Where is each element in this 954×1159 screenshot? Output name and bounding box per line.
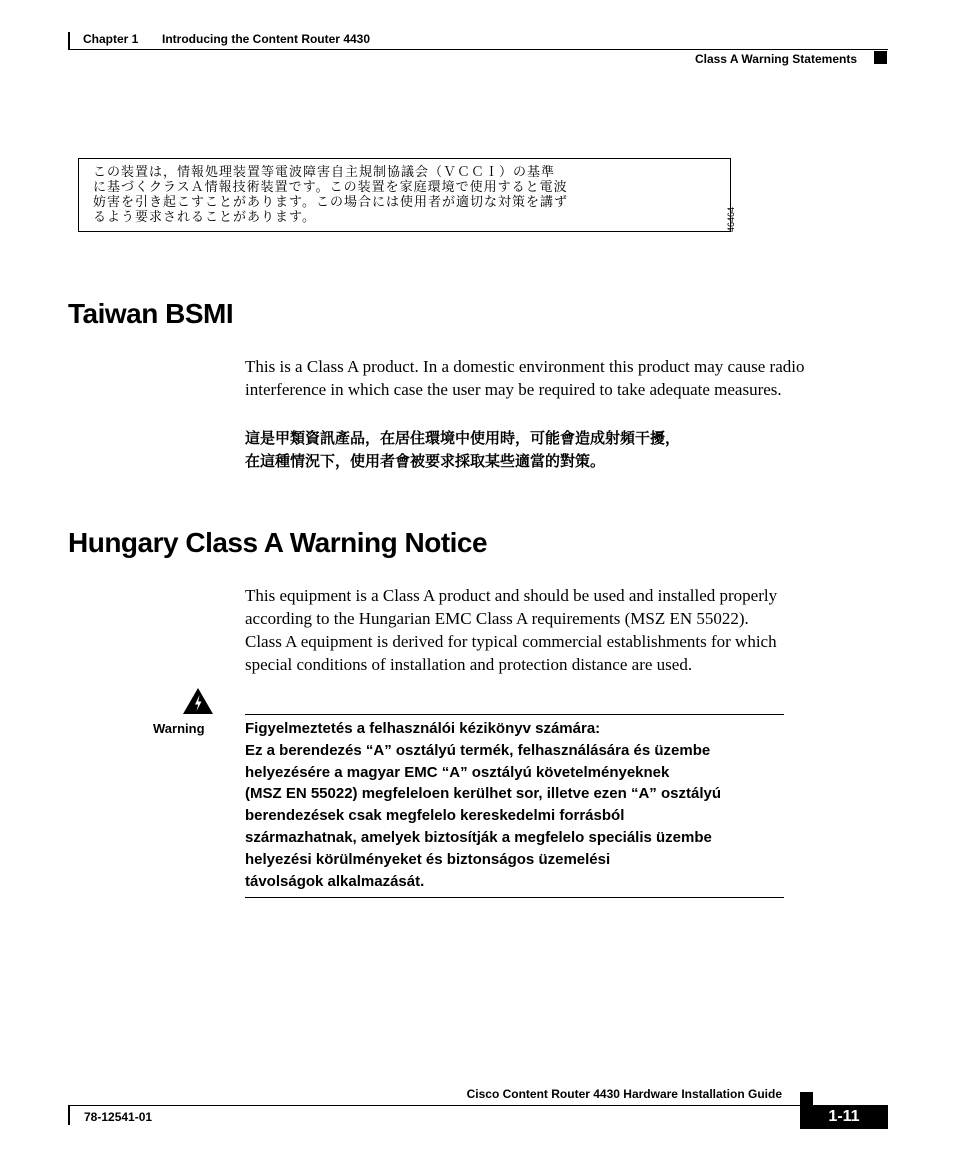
- header-marker: [874, 51, 887, 64]
- text-line: 這是甲類資訊產品，在居住環境中使用時，可能會造成射頻干擾，: [245, 429, 681, 447]
- header-chapter-title: Introducing the Content Router 4430: [162, 32, 371, 46]
- section-title-taiwan: Taiwan BSMI: [68, 298, 234, 329]
- section-title-hungary: Hungary Class A Warning Notice: [68, 527, 488, 558]
- text-line: helyezési körülményeket és biztonságos üzemelési: [245, 850, 611, 868]
- text-line: helyezésére a magyar EMC “A” osztályú követelményeknek: [245, 763, 670, 781]
- warning-text: [245, 718, 785, 892]
- taiwan-paragraph: [245, 355, 895, 401]
- header-section: Class A Warning Statements: [694, 52, 857, 66]
- warning-bottom-rule: [245, 897, 784, 898]
- text-line: according to the Hungarian EMC Class A requirements (MSZ EN 55022).: [245, 609, 749, 628]
- vcci-line: この装置は，情報処理装置等電波障害自主規制協議会（ＶＣＣＩ）の基準: [93, 165, 556, 180]
- vcci-notice-figure: [78, 158, 731, 232]
- figure-id: 46464: [726, 206, 736, 232]
- text-line: (MSZ EN 55022) megfeleloen kerülhet sor, illetve ezen “A” osztályú: [245, 785, 721, 803]
- text-line: Figyelmeztetés a felhasználói kézikönyv számára:: [245, 720, 601, 737]
- vcci-line: に基づくクラスＡ情報技術装置です。この装置を家庭環境で使用すると電波: [93, 180, 568, 195]
- text-line: This is a Class A product. In a domestic environment this product may cause radio: [245, 357, 805, 376]
- text-line: 在這種情況下，使用者會被要求採取某些適當的對策。: [245, 452, 606, 470]
- footer-doc-number: 78-12541-01: [84, 1110, 153, 1124]
- footer-marker: [800, 1092, 813, 1105]
- text-line: Ez a berendezés “A” osztályú termék, felhasználására és üzembe: [245, 741, 711, 759]
- footer-rule: [68, 1105, 888, 1106]
- warning-top-rule: [245, 714, 784, 715]
- text-line: special conditions of installation and protection distance are used.: [245, 655, 693, 674]
- footer-left-rule: [68, 1105, 70, 1125]
- taiwan-chinese-statement: [245, 427, 680, 473]
- warning-label: Warning: [153, 721, 205, 736]
- text-line: This equipment is a Class A product and should be used and installed properly: [245, 586, 778, 605]
- text-line: származhatnak, amelyek biztosítják a megfelelo speciális üzembe: [245, 828, 712, 846]
- footer-guide-title: Cisco Content Router 4430 Hardware Installation Guide: [466, 1087, 782, 1101]
- text-line: berendezések csak megfelelo kereskedelmi forrásból: [245, 807, 625, 825]
- header-chapter: Chapter 1: [83, 32, 139, 46]
- vcci-line: るよう要求されることがあります。: [93, 210, 316, 225]
- header-left-rule: [68, 32, 70, 49]
- warning-icon: [182, 687, 214, 715]
- text-line: Class A equipment is derived for typical commercial establishments for which: [245, 632, 777, 651]
- header-rule: [68, 49, 888, 50]
- hungary-paragraph: [245, 584, 895, 676]
- page-number: 1-11: [800, 1105, 888, 1129]
- text-line: interference in which case the user may be required to take adequate measures.: [245, 380, 782, 399]
- vcci-line: 妨害を引き起こすことがあります。この場合には使用者が適切な対策を講ず: [93, 195, 568, 210]
- text-line: távolságok alkalmazását.: [245, 872, 425, 890]
